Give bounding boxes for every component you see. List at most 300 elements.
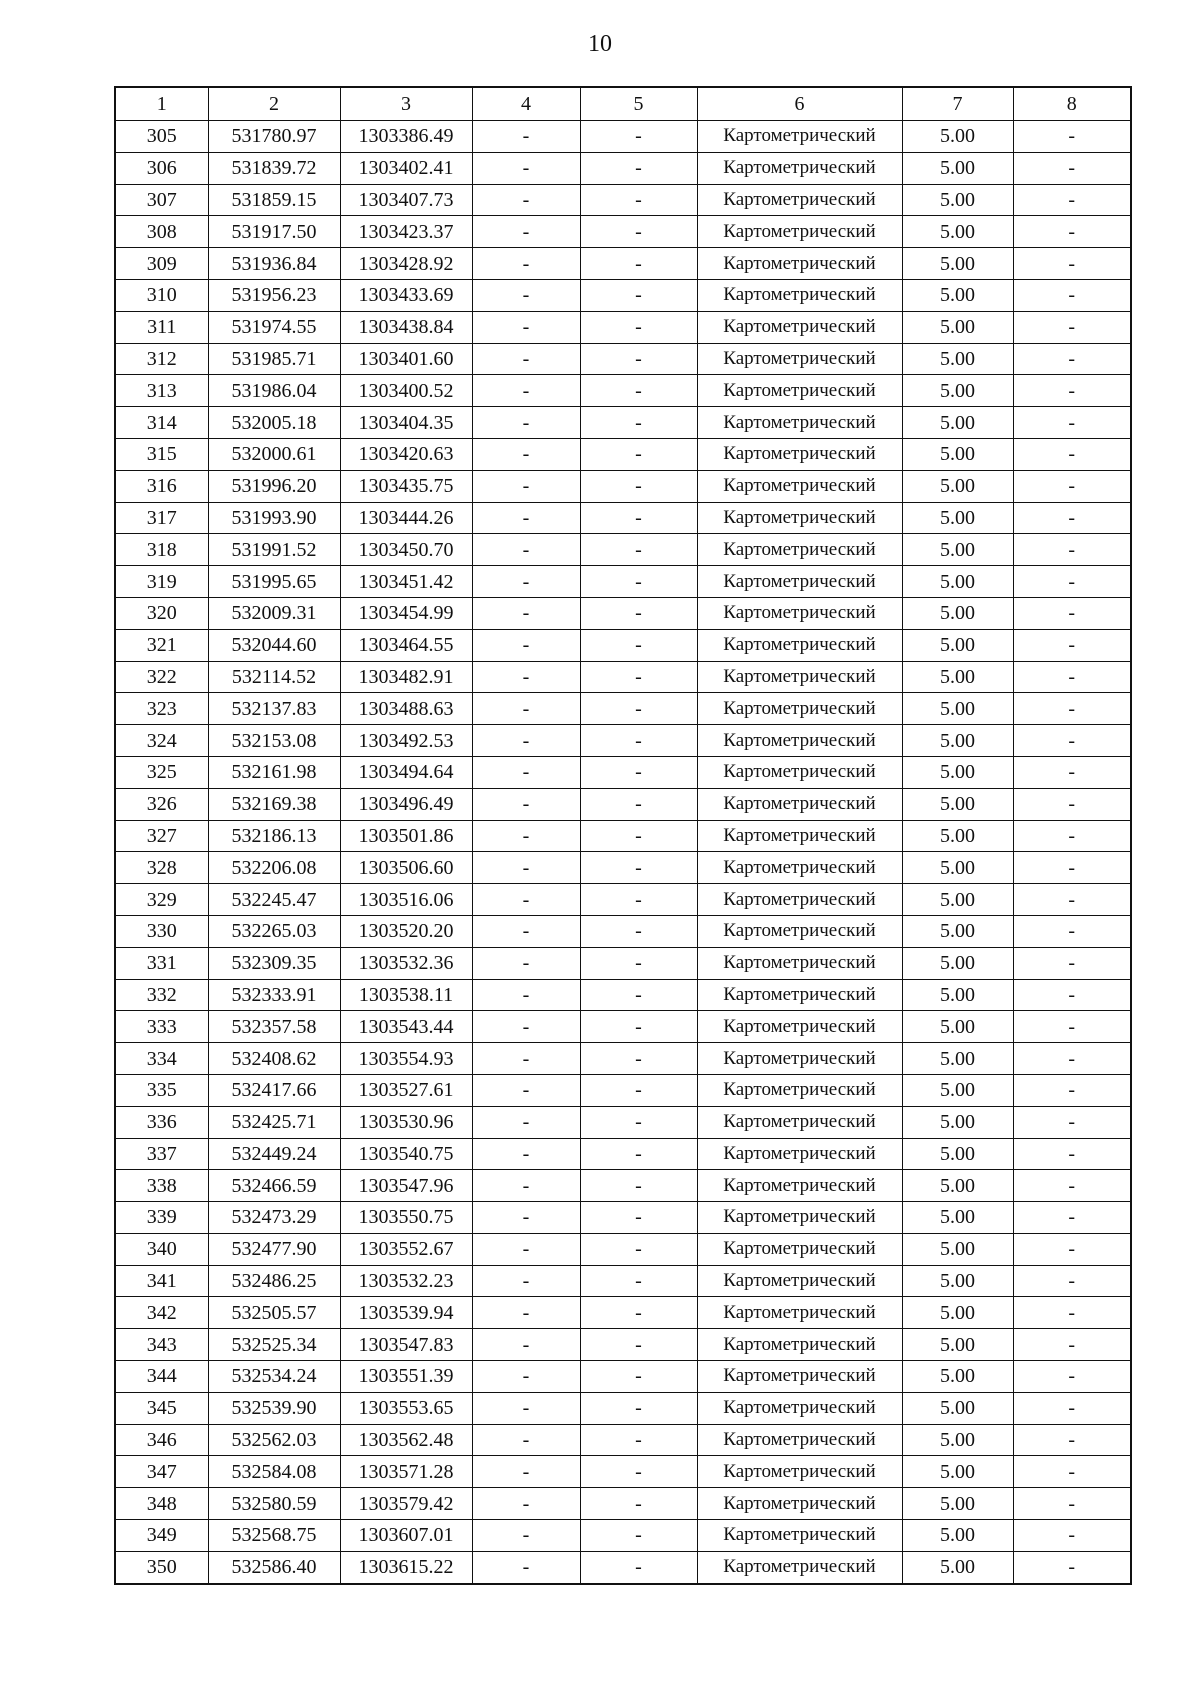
method-cell: Картометрический xyxy=(697,788,902,820)
point-number-cell: 316 xyxy=(115,470,208,502)
col-8-cell: - xyxy=(1013,216,1131,248)
accuracy-cell: 5.00 xyxy=(902,311,1013,343)
col-5-cell: - xyxy=(580,1488,697,1520)
table-row xyxy=(115,121,1131,153)
method-cell: Картометрический xyxy=(697,725,902,757)
point-number-cell: 306 xyxy=(115,152,208,184)
accuracy-cell: 5.00 xyxy=(902,884,1013,916)
point-number-cell: 313 xyxy=(115,375,208,407)
col-5-cell: - xyxy=(580,1392,697,1424)
col-5-cell: - xyxy=(580,407,697,439)
col-8-cell: - xyxy=(1013,1202,1131,1234)
method-cell: Картометрический xyxy=(697,1265,902,1297)
method-cell: Картометрический xyxy=(697,884,902,916)
col-8-cell: - xyxy=(1013,1361,1131,1393)
x-coordinate-cell: 531985.71 xyxy=(208,343,340,375)
col-8-cell: - xyxy=(1013,597,1131,629)
col-4-cell: - xyxy=(472,279,580,311)
table-row xyxy=(115,820,1131,852)
col-5-cell: - xyxy=(580,1520,697,1552)
method-cell: Картометрический xyxy=(697,152,902,184)
y-coordinate-cell: 1303547.83 xyxy=(340,1329,472,1361)
col-4-cell: - xyxy=(472,1202,580,1234)
accuracy-cell: 5.00 xyxy=(902,566,1013,598)
accuracy-cell: 5.00 xyxy=(902,629,1013,661)
col-5-cell: - xyxy=(580,121,697,153)
accuracy-cell: 5.00 xyxy=(902,1138,1013,1170)
x-coordinate-cell: 532417.66 xyxy=(208,1074,340,1106)
method-cell: Картометрический xyxy=(697,1297,902,1329)
x-coordinate-cell: 532206.08 xyxy=(208,852,340,884)
x-coordinate-cell: 532114.52 xyxy=(208,661,340,693)
y-coordinate-cell: 1303540.75 xyxy=(340,1138,472,1170)
method-cell: Картометрический xyxy=(697,1170,902,1202)
table-row xyxy=(115,597,1131,629)
col-8-cell: - xyxy=(1013,756,1131,788)
col-4-cell: - xyxy=(472,152,580,184)
col-4-cell: - xyxy=(472,375,580,407)
x-coordinate-cell: 531859.15 xyxy=(208,184,340,216)
col-8-cell: - xyxy=(1013,1106,1131,1138)
col-4-cell: - xyxy=(472,438,580,470)
accuracy-cell: 5.00 xyxy=(902,756,1013,788)
accuracy-cell: 5.00 xyxy=(902,184,1013,216)
x-coordinate-cell: 531936.84 xyxy=(208,248,340,280)
x-coordinate-cell: 532477.90 xyxy=(208,1233,340,1265)
col-4-cell: - xyxy=(472,629,580,661)
y-coordinate-cell: 1303550.75 xyxy=(340,1202,472,1234)
y-coordinate-cell: 1303444.26 xyxy=(340,502,472,534)
point-number-cell: 324 xyxy=(115,725,208,757)
x-coordinate-cell: 532534.24 xyxy=(208,1361,340,1393)
col-4-cell: - xyxy=(472,566,580,598)
y-coordinate-cell: 1303402.41 xyxy=(340,152,472,184)
col-4-cell: - xyxy=(472,1424,580,1456)
col-4-cell: - xyxy=(472,1488,580,1520)
table-row xyxy=(115,248,1131,280)
col-4-cell: - xyxy=(472,915,580,947)
method-cell: Картометрический xyxy=(697,534,902,566)
header-cell-col-4: 4 xyxy=(472,87,580,121)
col-5-cell: - xyxy=(580,1265,697,1297)
x-coordinate-cell: 532568.75 xyxy=(208,1520,340,1552)
x-coordinate-cell: 532525.34 xyxy=(208,1329,340,1361)
y-coordinate-cell: 1303520.20 xyxy=(340,915,472,947)
method-cell: Картометрический xyxy=(697,661,902,693)
col-5-cell: - xyxy=(580,1074,697,1106)
point-number-cell: 345 xyxy=(115,1392,208,1424)
header-row xyxy=(115,87,1131,121)
point-number-cell: 346 xyxy=(115,1424,208,1456)
table-row xyxy=(115,470,1131,502)
table-row xyxy=(115,915,1131,947)
y-coordinate-cell: 1303386.49 xyxy=(340,121,472,153)
accuracy-cell: 5.00 xyxy=(902,1551,1013,1583)
table-row xyxy=(115,1043,1131,1075)
x-coordinate-cell: 532486.25 xyxy=(208,1265,340,1297)
col-4-cell: - xyxy=(472,947,580,979)
method-cell: Картометрический xyxy=(697,470,902,502)
table-row xyxy=(115,216,1131,248)
accuracy-cell: 5.00 xyxy=(902,534,1013,566)
col-5-cell: - xyxy=(580,248,697,280)
method-cell: Картометрический xyxy=(697,1424,902,1456)
method-cell: Картометрический xyxy=(697,820,902,852)
col-8-cell: - xyxy=(1013,1011,1131,1043)
method-cell: Картометрический xyxy=(697,979,902,1011)
col-4-cell: - xyxy=(472,1520,580,1552)
col-8-cell: - xyxy=(1013,1551,1131,1583)
x-coordinate-cell: 532539.90 xyxy=(208,1392,340,1424)
x-coordinate-cell: 531839.72 xyxy=(208,152,340,184)
accuracy-cell: 5.00 xyxy=(902,693,1013,725)
x-coordinate-cell: 531996.20 xyxy=(208,470,340,502)
accuracy-cell: 5.00 xyxy=(902,947,1013,979)
col-8-cell: - xyxy=(1013,1488,1131,1520)
point-number-cell: 322 xyxy=(115,661,208,693)
header-cell-col-6: 6 xyxy=(697,87,902,121)
col-4-cell: - xyxy=(472,788,580,820)
y-coordinate-cell: 1303552.67 xyxy=(340,1233,472,1265)
col-5-cell: - xyxy=(580,1424,697,1456)
accuracy-cell: 5.00 xyxy=(902,597,1013,629)
x-coordinate-cell: 531991.52 xyxy=(208,534,340,566)
method-cell: Картометрический xyxy=(697,1011,902,1043)
x-coordinate-cell: 532449.24 xyxy=(208,1138,340,1170)
col-5-cell: - xyxy=(580,693,697,725)
col-8-cell: - xyxy=(1013,1043,1131,1075)
x-coordinate-cell: 532009.31 xyxy=(208,597,340,629)
accuracy-cell: 5.00 xyxy=(902,438,1013,470)
accuracy-cell: 5.00 xyxy=(902,216,1013,248)
y-coordinate-cell: 1303488.63 xyxy=(340,693,472,725)
y-coordinate-cell: 1303571.28 xyxy=(340,1456,472,1488)
x-coordinate-cell: 532245.47 xyxy=(208,884,340,916)
y-coordinate-cell: 1303543.44 xyxy=(340,1011,472,1043)
col-8-cell: - xyxy=(1013,248,1131,280)
col-4-cell: - xyxy=(472,852,580,884)
x-coordinate-cell: 532169.38 xyxy=(208,788,340,820)
point-number-cell: 308 xyxy=(115,216,208,248)
col-5-cell: - xyxy=(580,1329,697,1361)
accuracy-cell: 5.00 xyxy=(902,1074,1013,1106)
point-number-cell: 347 xyxy=(115,1456,208,1488)
y-coordinate-cell: 1303607.01 xyxy=(340,1520,472,1552)
accuracy-cell: 5.00 xyxy=(902,725,1013,757)
point-number-cell: 319 xyxy=(115,566,208,598)
col-8-cell: - xyxy=(1013,661,1131,693)
col-4-cell: - xyxy=(472,725,580,757)
method-cell: Картометрический xyxy=(697,407,902,439)
method-cell: Картометрический xyxy=(697,248,902,280)
table-row xyxy=(115,1361,1131,1393)
x-coordinate-cell: 532333.91 xyxy=(208,979,340,1011)
method-cell: Картометрический xyxy=(697,1233,902,1265)
accuracy-cell: 5.00 xyxy=(902,1424,1013,1456)
col-4-cell: - xyxy=(472,1297,580,1329)
col-5-cell: - xyxy=(580,152,697,184)
accuracy-cell: 5.00 xyxy=(902,1297,1013,1329)
table-row xyxy=(115,1170,1131,1202)
y-coordinate-cell: 1303562.48 xyxy=(340,1424,472,1456)
table-row xyxy=(115,629,1131,661)
point-number-cell: 305 xyxy=(115,121,208,153)
col-8-cell: - xyxy=(1013,470,1131,502)
col-8-cell: - xyxy=(1013,884,1131,916)
x-coordinate-cell: 532357.58 xyxy=(208,1011,340,1043)
method-cell: Картометрический xyxy=(697,629,902,661)
y-coordinate-cell: 1303496.49 xyxy=(340,788,472,820)
col-8-cell: - xyxy=(1013,1265,1131,1297)
accuracy-cell: 5.00 xyxy=(902,1488,1013,1520)
accuracy-cell: 5.00 xyxy=(902,470,1013,502)
point-number-cell: 326 xyxy=(115,788,208,820)
point-number-cell: 323 xyxy=(115,693,208,725)
y-coordinate-cell: 1303438.84 xyxy=(340,311,472,343)
method-cell: Картометрический xyxy=(697,1138,902,1170)
y-coordinate-cell: 1303532.23 xyxy=(340,1265,472,1297)
col-4-cell: - xyxy=(472,1074,580,1106)
point-number-cell: 334 xyxy=(115,1043,208,1075)
point-number-cell: 343 xyxy=(115,1329,208,1361)
point-number-cell: 331 xyxy=(115,947,208,979)
y-coordinate-cell: 1303579.42 xyxy=(340,1488,472,1520)
x-coordinate-cell: 532137.83 xyxy=(208,693,340,725)
x-coordinate-cell: 532153.08 xyxy=(208,725,340,757)
accuracy-cell: 5.00 xyxy=(902,279,1013,311)
point-number-cell: 340 xyxy=(115,1233,208,1265)
y-coordinate-cell: 1303547.96 xyxy=(340,1170,472,1202)
table-row xyxy=(115,788,1131,820)
y-coordinate-cell: 1303538.11 xyxy=(340,979,472,1011)
table-row xyxy=(115,1392,1131,1424)
table-row xyxy=(115,661,1131,693)
table-row xyxy=(115,311,1131,343)
y-coordinate-cell: 1303454.99 xyxy=(340,597,472,629)
col-5-cell: - xyxy=(580,756,697,788)
y-coordinate-cell: 1303464.55 xyxy=(340,629,472,661)
col-8-cell: - xyxy=(1013,725,1131,757)
point-number-cell: 338 xyxy=(115,1170,208,1202)
col-5-cell: - xyxy=(580,1138,697,1170)
col-4-cell: - xyxy=(472,1106,580,1138)
table-row xyxy=(115,343,1131,375)
page-number: 10 xyxy=(588,31,612,57)
x-coordinate-cell: 532000.61 xyxy=(208,438,340,470)
method-cell: Картометрический xyxy=(697,1456,902,1488)
table-row xyxy=(115,884,1131,916)
col-4-cell: - xyxy=(472,470,580,502)
col-5-cell: - xyxy=(580,279,697,311)
col-8-cell: - xyxy=(1013,438,1131,470)
col-8-cell: - xyxy=(1013,1170,1131,1202)
accuracy-cell: 5.00 xyxy=(902,979,1013,1011)
table-row xyxy=(115,534,1131,566)
y-coordinate-cell: 1303532.36 xyxy=(340,947,472,979)
col-5-cell: - xyxy=(580,1170,697,1202)
method-cell: Картометрический xyxy=(697,311,902,343)
col-5-cell: - xyxy=(580,979,697,1011)
col-5-cell: - xyxy=(580,566,697,598)
col-5-cell: - xyxy=(580,502,697,534)
y-coordinate-cell: 1303494.64 xyxy=(340,756,472,788)
coordinates-table xyxy=(114,86,1132,1585)
accuracy-cell: 5.00 xyxy=(902,1011,1013,1043)
point-number-cell: 336 xyxy=(115,1106,208,1138)
col-8-cell: - xyxy=(1013,979,1131,1011)
table-row xyxy=(115,375,1131,407)
x-coordinate-cell: 532161.98 xyxy=(208,756,340,788)
col-4-cell: - xyxy=(472,756,580,788)
y-coordinate-cell: 1303420.63 xyxy=(340,438,472,470)
method-cell: Картометрический xyxy=(697,502,902,534)
y-coordinate-cell: 1303433.69 xyxy=(340,279,472,311)
col-5-cell: - xyxy=(580,375,697,407)
col-4-cell: - xyxy=(472,693,580,725)
accuracy-cell: 5.00 xyxy=(902,1265,1013,1297)
x-coordinate-cell: 531956.23 xyxy=(208,279,340,311)
x-coordinate-cell: 532562.03 xyxy=(208,1424,340,1456)
point-number-cell: 307 xyxy=(115,184,208,216)
y-coordinate-cell: 1303527.61 xyxy=(340,1074,472,1106)
table-row xyxy=(115,279,1131,311)
accuracy-cell: 5.00 xyxy=(902,852,1013,884)
x-coordinate-cell: 532408.62 xyxy=(208,1043,340,1075)
point-number-cell: 348 xyxy=(115,1488,208,1520)
y-coordinate-cell: 1303553.65 xyxy=(340,1392,472,1424)
col-5-cell: - xyxy=(580,629,697,661)
point-number-cell: 339 xyxy=(115,1202,208,1234)
table-row xyxy=(115,725,1131,757)
x-coordinate-cell: 532505.57 xyxy=(208,1297,340,1329)
y-coordinate-cell: 1303554.93 xyxy=(340,1043,472,1075)
table-row xyxy=(115,1520,1131,1552)
accuracy-cell: 5.00 xyxy=(902,1202,1013,1234)
col-8-cell: - xyxy=(1013,1392,1131,1424)
accuracy-cell: 5.00 xyxy=(902,248,1013,280)
col-8-cell: - xyxy=(1013,1138,1131,1170)
col-5-cell: - xyxy=(580,1297,697,1329)
col-8-cell: - xyxy=(1013,693,1131,725)
y-coordinate-cell: 1303428.92 xyxy=(340,248,472,280)
x-coordinate-cell: 531917.50 xyxy=(208,216,340,248)
header-cell-col-8: 8 xyxy=(1013,87,1131,121)
y-coordinate-cell: 1303407.73 xyxy=(340,184,472,216)
col-8-cell: - xyxy=(1013,1329,1131,1361)
col-4-cell: - xyxy=(472,820,580,852)
accuracy-cell: 5.00 xyxy=(902,1043,1013,1075)
y-coordinate-cell: 1303451.42 xyxy=(340,566,472,598)
x-coordinate-cell: 532005.18 xyxy=(208,407,340,439)
col-8-cell: - xyxy=(1013,121,1131,153)
method-cell: Картометрический xyxy=(697,1488,902,1520)
method-cell: Картометрический xyxy=(697,852,902,884)
table-row xyxy=(115,1488,1131,1520)
method-cell: Картометрический xyxy=(697,184,902,216)
header-cell-col-5: 5 xyxy=(580,87,697,121)
col-5-cell: - xyxy=(580,597,697,629)
point-number-cell: 312 xyxy=(115,343,208,375)
point-number-cell: 332 xyxy=(115,979,208,1011)
x-coordinate-cell: 532584.08 xyxy=(208,1456,340,1488)
x-coordinate-cell: 531974.55 xyxy=(208,311,340,343)
table-row xyxy=(115,566,1131,598)
y-coordinate-cell: 1303501.86 xyxy=(340,820,472,852)
table-row xyxy=(115,979,1131,1011)
y-coordinate-cell: 1303492.53 xyxy=(340,725,472,757)
col-4-cell: - xyxy=(472,1361,580,1393)
col-5-cell: - xyxy=(580,470,697,502)
col-4-cell: - xyxy=(472,661,580,693)
point-number-cell: 344 xyxy=(115,1361,208,1393)
col-4-cell: - xyxy=(472,1329,580,1361)
col-8-cell: - xyxy=(1013,184,1131,216)
y-coordinate-cell: 1303506.60 xyxy=(340,852,472,884)
col-4-cell: - xyxy=(472,1170,580,1202)
accuracy-cell: 5.00 xyxy=(902,788,1013,820)
col-4-cell: - xyxy=(472,248,580,280)
col-5-cell: - xyxy=(580,216,697,248)
table-row xyxy=(115,1329,1131,1361)
col-5-cell: - xyxy=(580,1202,697,1234)
y-coordinate-cell: 1303400.52 xyxy=(340,375,472,407)
method-cell: Картометрический xyxy=(697,1551,902,1583)
col-5-cell: - xyxy=(580,1551,697,1583)
point-number-cell: 314 xyxy=(115,407,208,439)
table-row xyxy=(115,1138,1131,1170)
point-number-cell: 311 xyxy=(115,311,208,343)
col-4-cell: - xyxy=(472,884,580,916)
col-5-cell: - xyxy=(580,1456,697,1488)
accuracy-cell: 5.00 xyxy=(902,915,1013,947)
y-coordinate-cell: 1303539.94 xyxy=(340,1297,472,1329)
y-coordinate-cell: 1303435.75 xyxy=(340,470,472,502)
col-4-cell: - xyxy=(472,1138,580,1170)
col-5-cell: - xyxy=(580,820,697,852)
table-row xyxy=(115,1233,1131,1265)
col-5-cell: - xyxy=(580,661,697,693)
table-row xyxy=(115,1551,1131,1583)
col-8-cell: - xyxy=(1013,1456,1131,1488)
y-coordinate-cell: 1303404.35 xyxy=(340,407,472,439)
col-8-cell: - xyxy=(1013,566,1131,598)
method-cell: Картометрический xyxy=(697,756,902,788)
accuracy-cell: 5.00 xyxy=(902,1361,1013,1393)
y-coordinate-cell: 1303551.39 xyxy=(340,1361,472,1393)
y-coordinate-cell: 1303401.60 xyxy=(340,343,472,375)
table-row xyxy=(115,756,1131,788)
method-cell: Картометрический xyxy=(697,915,902,947)
method-cell: Картометрический xyxy=(697,947,902,979)
method-cell: Картометрический xyxy=(697,1043,902,1075)
y-coordinate-cell: 1303450.70 xyxy=(340,534,472,566)
x-coordinate-cell: 531986.04 xyxy=(208,375,340,407)
table-row xyxy=(115,852,1131,884)
col-8-cell: - xyxy=(1013,820,1131,852)
table-row xyxy=(115,1456,1131,1488)
method-cell: Картометрический xyxy=(697,1392,902,1424)
table-row xyxy=(115,1202,1131,1234)
method-cell: Картометрический xyxy=(697,1329,902,1361)
x-coordinate-cell: 532586.40 xyxy=(208,1551,340,1583)
point-number-cell: 341 xyxy=(115,1265,208,1297)
x-coordinate-cell: 531993.90 xyxy=(208,502,340,534)
method-cell: Картометрический xyxy=(697,1202,902,1234)
table-row xyxy=(115,407,1131,439)
col-5-cell: - xyxy=(580,438,697,470)
col-4-cell: - xyxy=(472,1551,580,1583)
col-8-cell: - xyxy=(1013,947,1131,979)
